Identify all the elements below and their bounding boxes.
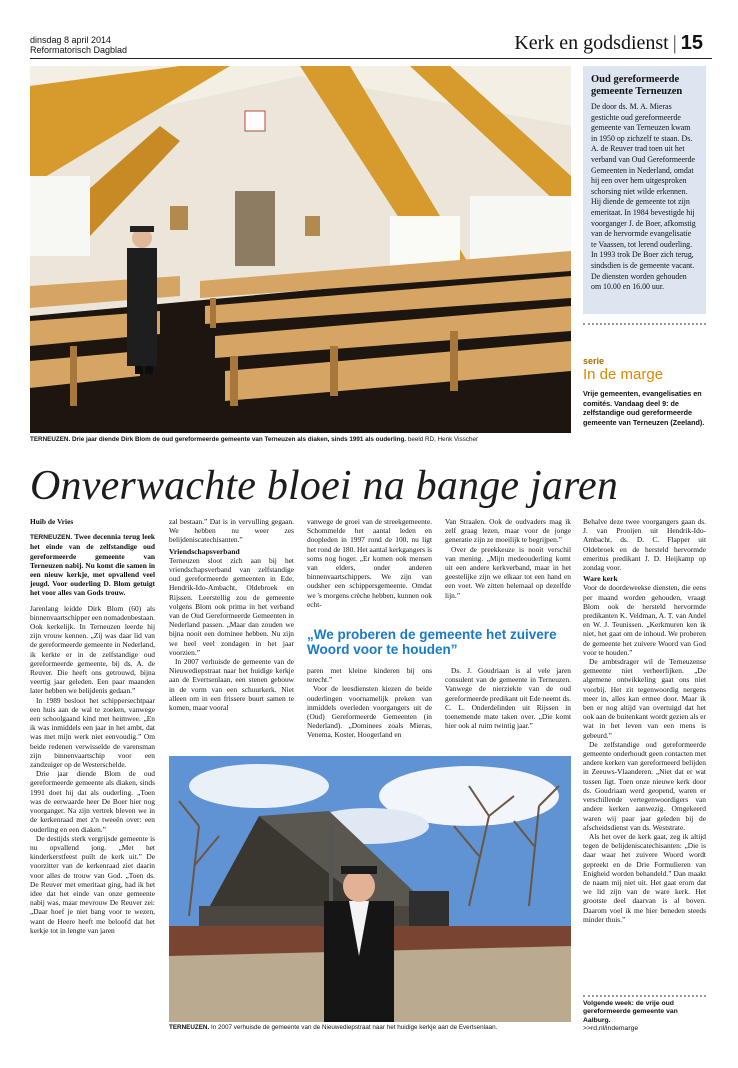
paragraph: Ds. J. Goudriaan is al vele jaren consulent van de gemeente in Terneuzen. Vanwege de nierziekte van de oud gereformeerde predikant uit Ede neemt ds. C. L. Onderdelinden uit Rijssen in toenemende mate taken over. „Die komt hier ook al ruim twintig jaar.” xyxy=(445,666,571,731)
subheading-vriendschapsverband: Vriendschapsverband xyxy=(169,546,240,556)
paragraph: De zelfstandige oud gereformeerde gemeente onderhoudt geen contacten met andere kerken van gereformeerd belijden in Zeeuws-Vlaanderen. „Niet dat er wat tussen ligt. Toen onze nieuwe kerk door ds. Goudriaan werd geopend, waren er verschillende vertegenwoordigers van andere kerken aanwezig. Omgekeerd waren wij paar jaar geleden bij de afscheidsdienst van ds. Weststrate. xyxy=(583,739,706,832)
article-column-4-continued xyxy=(445,666,571,752)
paragraph: Jarenlang leidde Dirk Blom (60) als binnenvaartschipper een nomadenbestaan. Ook kerkelijk. In Terneuzen leerde hij zijn vrouw kennen. „Zij was daar lid van de gereformeerde gemeente in Nederland, ik kerkte er in de zelfstandige oud gereformeerde gemeente, bij ds. A. de Reuver. Die heeft ons getrouwd, bijna veertig jaar geleden. Een paar maanden later hebben we belijdenis gedaan.” xyxy=(30,603,155,696)
article-byline: Huib de Vries xyxy=(30,517,74,526)
photo2-caption-place: TERNEUZEN. xyxy=(169,1024,210,1031)
page-date-block xyxy=(30,35,127,55)
paragraph: Van Straalen. Ook de oudvaders mag ik zelf graag lezen, maar voor de jonge generatie zijn ze moeilijk te begrijpen.” xyxy=(445,517,571,545)
paragraph: paren met kleine kinderen bij ons terecht.” xyxy=(307,666,432,685)
serie-text: Vrije gemeenten, evangelisaties en comités. Vandaag deel 9: de zelfstandige oud gereformeerde gemeente van Terneuzen (Zeeland). xyxy=(583,389,705,427)
photo1-caption-place: TERNEUZEN. xyxy=(30,436,71,443)
paragraph: Voor de doordeweekse diensten, die eens per maand worden gehouden, vraagt Blom ook de hersteld hervormde predikanten K. Veldman, A. T. van Andel en W. J. Teunissen. „Kerkmuren ken ik niet, het gaat om de inhoud. We proberen de gemeente het zuivere Woord van God voor te houden.” xyxy=(583,583,706,657)
church-interior-photo xyxy=(30,66,571,433)
infobox-title: Oud gereformeerde gemeente Terneuzen xyxy=(591,74,683,97)
footer-divider xyxy=(583,995,706,997)
serie-box xyxy=(583,356,706,427)
paragraph: De destijds sterk vergrijsde gemeente is nu opvallend jong. „Met het kinderkerstfeest puilt de kerk uit.” De voorzitter van de kerkenraad ziet daarin voor alles de trouw van God. „Toen ds. De Reuver met emeritaat ging, had ik het idee dat het einde van onze gemeente nabij was, maar mevrouw De Reuver zei: „Daar hoef je niet bang voor te wezen, want de Heere heeft me beloofd dat het kerkje tot in lengte van jaren xyxy=(30,833,155,935)
article-column-3-continued xyxy=(307,666,432,752)
photo1-caption-text: Drie jaar diende Dirk Blom de oud gereformeerde gemeente van Terneuzen als diaken, sinds 1991 als ouderling. xyxy=(71,436,407,443)
lead-text: Twee decennia terug leek het einde van de zelfstandige oud gereformeerde gemeente van Terneuzen nabij. Nu komt die samen in een nieuw kerkje, met opvallend veel jeugd. Voor ouderling D. Blom getuigt het voor alles van Gods trouw. xyxy=(30,532,155,598)
photo2-caption-text: In 2007 verhuisde de gemeente van de Nieuwediepstraat naar het huidige kerkje aan de Evertsenlaan. xyxy=(210,1024,498,1031)
paragraph: In 2007 verhuisde de gemeente van de Nieuwediepstraat naar het huidige kerkje aan de Evertsenlaan, een stenen gebouw in de vorm van een schuurkerk. Niet alleen om in een frissere buurt samen te komen, maar vooral xyxy=(169,657,294,713)
newspaper-name: Reformatorisch Dagblad xyxy=(30,45,128,55)
paragraph: De ambtsdrager wil de Terneuzense gemeente niet verheerlijken. „De algemene ontwikkeling gaat ons niet voorbij. Het zit tegenwoordig nergens meer in, alles kan ermee door. Maar ik ben er nog altijd van overtuigd dat het ook aan de buitenkant wordt gezien als er wat in het leven van een mens is gebeurd.” xyxy=(583,657,706,740)
paragraph: Voor de leesdiensten kiezen de beide ouderlingen voornamelijk preken van inmiddels overleden voorgangers uit de (Oud) Gereformeerde Gemeenten (in Nederland). „Dominees zoals Mieras, Venema, Koster, Hoogerland en xyxy=(307,684,432,740)
church-exterior-photo xyxy=(169,756,571,1022)
paragraph: vanwege de groei van de streekgemeente. Schommelde het aantal leden en doopleden in 1997 rond de 100, nu ligt het rond de 180. Het aantal kerkgangers is soms nog hoger. „Er komen ook mensen van elders, onder anderen binnenvaartschippers. We zijn van oudsher een schippersgemeente. Omdat we 's morgens crèche hebben, kunnen ook echt- xyxy=(307,517,432,609)
article-column-2 xyxy=(169,517,294,752)
serie-label: serie xyxy=(583,356,605,366)
next-week-note: Volgende week: de vrije oud gereformeerde gemeente van Aalburg. xyxy=(583,1000,678,1024)
subheading-ware-kerk: Ware kerk xyxy=(583,574,618,584)
page-number: 15 xyxy=(680,32,703,54)
church-interior-illustration xyxy=(30,66,571,433)
photo1-caption xyxy=(30,436,571,444)
paragraph: zal bestaan.” Dat is in vervulling gegaan. We hebben nu weer zes belijdeniscatechisanten.” xyxy=(169,517,294,545)
section-title: Kerk en godsdienst xyxy=(514,32,669,54)
article-column-5 xyxy=(583,517,706,992)
lead-place: TERNEUZEN. xyxy=(30,534,73,542)
photo1-credit: beeld RD, Henk Visscher xyxy=(407,436,479,443)
church-exterior-illustration xyxy=(169,756,571,1022)
photo2-caption xyxy=(169,1024,571,1032)
infobox-text: De door ds. M. A. Mieras gestichte oud gereformeerde gemeente van Terneuzen kwam in 1950 op zichzelf te staan. Ds. A. de Reuver trad toen uit het verband van Oud Gereformeerde Gemeenten in Nederland, omdat hij een over hem uitgesproken schorsing niet wilde erkennen. Hij diende de gemeente tot zijn emeritaat. In 1984 bevestigde hij voorganger J. de Boer, afkomstig van de hervormde evangelisatie te Vaassen, tot lerend ouderling. In 1993 trok De Boer zich terug, sindsdien is de gemeente vacant. De diensten worden gehouden om 10.00 en 16.00 uur. xyxy=(591,102,696,292)
article-headline: Onverwachte bloei na bange jaren xyxy=(30,463,619,509)
article-column-4 xyxy=(445,517,571,619)
paragraph: Drie jaar diende Blom de oud gereformeerde gemeente als diaken, sinds 1991 doet hij dat als ouderling. „Toen was de eerwaarde heer De Boer hier nog voorganger. Na zijn vertrek bleven we in de kerkenraad met z'n tweeën over: een ouderling en een diaken.” xyxy=(30,769,155,834)
article-column-3 xyxy=(307,517,432,619)
paragraph: Over de preekkeuze is nooit verschil van mening. „Mijn medeouderling komt uit een andere kerkverband, maar in het geestelijke zijn we elkaar tot een hand en een voet. We zitten helemaal op dezelfde lijn.” xyxy=(445,544,571,600)
paragraph: Behalve deze twee voorgangers gaan ds. J. van Prooijen uit Hendrik-Ido-Ambacht, ds. D. C. Flapper uit Oldebroek en de hersteld hervormde emeritus predikant J. D. Heijkamp op zondag voor. xyxy=(583,517,706,573)
article-lead xyxy=(30,532,155,597)
infobox xyxy=(583,66,706,314)
paragraph: Terneuzen sloot zich aan bij het vriendschapsverband van zelfstandige oud gereformeerde gemeenten in Ede, Hendrik-Ido-Ambacht, Oldebroek en Rijssen. Leerstellig zou de gemeente volgens Blom ook prima in het verband van de Oud Gereformeerde Gemeenten in Nederland passen. „Maar dan zouden we bijna nooit een dominee hebben. Nu zijn we heel veel zondagen in het jaar voorzien.” xyxy=(169,555,294,657)
section-header: Kerk en godsdienst | 15 xyxy=(514,32,703,54)
series-link[interactable]: >>rd.nl/indemarge xyxy=(583,1025,639,1032)
paragraph: In 1989 besloot het schippersechtpaar een huis aan de wal te zoeken, vanwege een schoolgaand kind met heimwee. „En ik was inmiddels een jaar in het ambt, dat was met mijn werk niet eenvoudig.” Om beide redenen verwisselde de varensman zijn binnenvaartschip voor een zandzuiger op de Westerschelde. xyxy=(30,695,155,770)
serie-divider xyxy=(583,323,706,325)
serie-title: In de marge xyxy=(583,366,664,383)
header-divider xyxy=(30,58,712,59)
paragraph: Als het over de kerk gaat, zeg ik altijd tegen de belijdeniscatechisanten: „Die is daar waar het zuivere Woord wordt gepreekt en de Drie Formulieren van Enigheid worden behandeld.” Dan maakt de naam mij niet uit. Het gaat erom dat we lid zijn van de ware kerk. Het grootste deel daarvan is al boven. Daarom voel ik me hier beneden steeds minder thuis.” xyxy=(583,831,706,924)
issue-date: dinsdag 8 april 2014 xyxy=(30,35,112,45)
pull-quote: „We proberen de gemeente het zuivere Woord voor te houden” xyxy=(307,627,557,657)
article-column-1 xyxy=(30,517,155,1032)
